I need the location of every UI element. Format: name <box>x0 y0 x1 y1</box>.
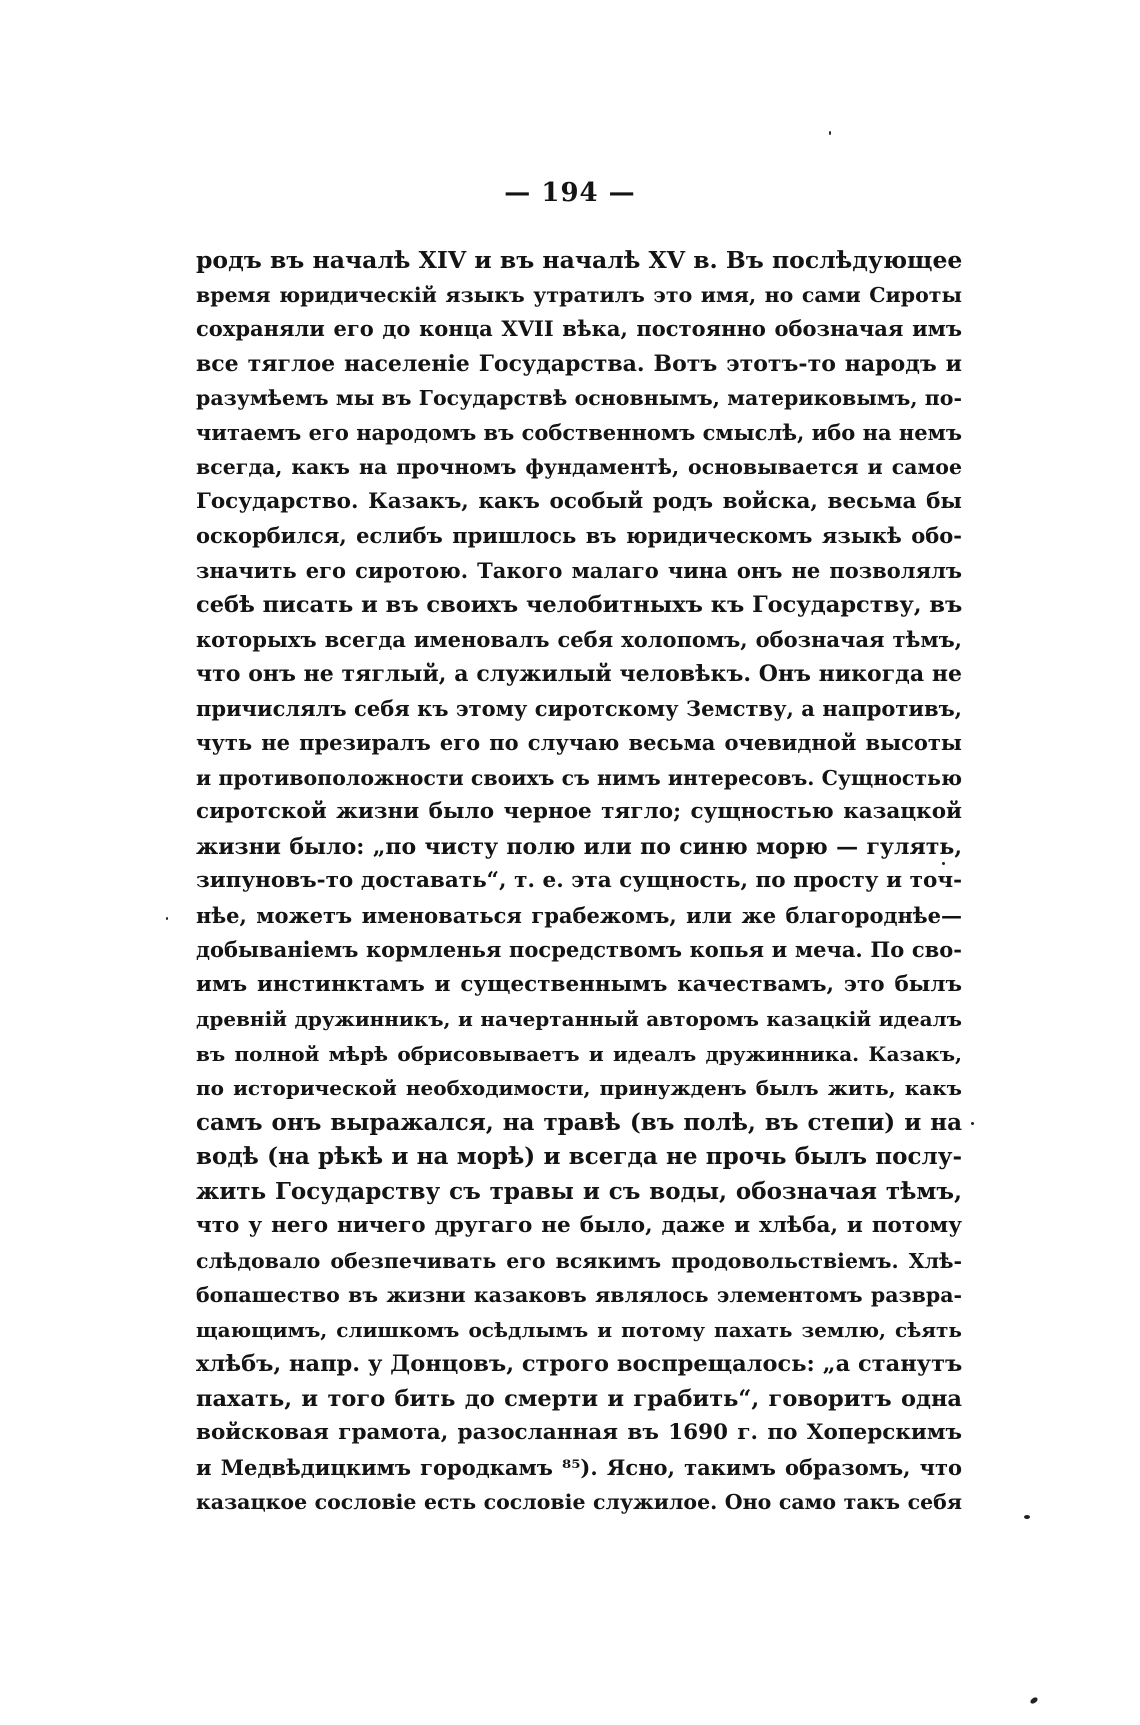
text-line: которыхъ всегда именовалъ себя холопомъ, обозначая тѣмъ, <box>196 626 962 652</box>
text-line: хлѣбъ, напр. у Донцовъ, строго воспрещалось: „а станутъ <box>196 1351 962 1377</box>
text-line: самъ онъ выражался, на травѣ (въ полѣ, въ степи) и на <box>196 1108 962 1136</box>
text-line: все тяглое населеніе Государства. Вотъ этотъ-то народъ и <box>196 350 962 377</box>
scan-speck <box>971 1122 974 1125</box>
text-line: причислялъ себя къ этому сиротскому Земству, а напротивъ, <box>196 695 962 721</box>
scan-speck <box>942 862 945 865</box>
text-line: значить его сиротою. Такого малаго чина онъ не позволялъ <box>196 557 962 583</box>
text-line: время юридическій языкъ утратилъ это имя, но сами Сироты <box>196 282 962 307</box>
text-line: родъ въ началѣ XIV и въ началѣ XV в. Въ послѣдующее <box>196 246 962 274</box>
text-line: сохраняли его до конца XVII вѣка, постоянно обозначая имъ <box>196 316 962 341</box>
text-line: всегда, какъ на прочномъ фундаментѣ, основывается и самое <box>196 455 962 479</box>
scan-speck <box>829 131 831 135</box>
text-line: добываніемъ кормленья посредствомъ копья и меча. По сво- <box>196 937 962 962</box>
scan-speck <box>1024 1515 1030 1519</box>
text-line: по исторической необходимости, принужденъ былъ жить, какъ <box>196 1076 962 1100</box>
text-line: что онъ не тяглый, а служилый человѣкъ. Онъ никогда не <box>196 661 962 687</box>
page-number: — 194 — <box>504 178 636 208</box>
text-line: разумѣемъ мы въ Государствѣ основнымъ, материковымъ, по- <box>196 386 962 410</box>
text-line: водѣ (на рѣкѣ и на морѣ) и всегда не прочь былъ послу- <box>196 1143 962 1170</box>
text-line: казацкое сословіе есть сословіе служилое. Оно само такъ себя <box>196 1490 962 1514</box>
scan-speck <box>166 917 168 920</box>
text-line: читаемъ его народомъ въ собственномъ смыслѣ, ибо на немъ <box>196 419 962 445</box>
text-line: себѣ писать и въ своихъ челобитныхъ къ Государству, въ <box>196 592 962 618</box>
text-line: оскорбился, еслибъ пришлось въ юридическомъ языкѣ обо- <box>196 523 962 548</box>
text-line: Государство. Казакъ, какъ особый родъ войска, весьма бы <box>196 488 962 514</box>
text-line: щающимъ, слишкомъ осѣдлымъ и потому пахать землю, сѣять <box>196 1317 962 1342</box>
text-line: жизни было: „по чисту полю или по синю морю — гулять, <box>196 833 962 860</box>
text-line: имъ инстинктамъ и существеннымъ качествамъ, это былъ <box>196 971 962 997</box>
text-line: зипуновъ-то доставать“, т. е. эта сущность, по просту и точ- <box>196 868 962 893</box>
text-line: бопашество въ жизни казаковъ являлось элементомъ развра- <box>196 1283 962 1307</box>
text-line: чуть не презиралъ его по случаю весьма очевидной высоты <box>196 730 962 755</box>
text-line: жить Государству съ травы и съ воды, обозначая тѣмъ, <box>196 1177 962 1205</box>
text-line: что у него ничего другаго не было, даже и хлѣба, и потому <box>196 1213 962 1238</box>
text-line: древній дружинникъ, и начертанный авторомъ казацкій идеалъ <box>196 1007 962 1031</box>
body-text <box>196 243 962 1520</box>
text-line: слѣдовало обезпечивать его всякимъ продовольствіемъ. Хлѣ- <box>196 1248 962 1273</box>
text-line: пахать, и того бить до смерти и грабить“, говоритъ одна <box>196 1385 962 1412</box>
text-line: въ полной мѣрѣ обрисовываетъ и идеалъ дружинника. Казакъ, <box>196 1041 962 1066</box>
text-line: сиротской жизни было черное тягло; сущностью казацкой <box>196 799 962 824</box>
text-line: нѣе, можетъ именоваться грабежомъ, или же благороднѣе— <box>196 902 962 928</box>
scan-speck <box>1029 1696 1038 1705</box>
text-line: и противоположности своихъ съ нимъ интересовъ. Сущностью <box>196 765 962 790</box>
text-line: и Медвѣдицкимъ городкамъ ⁸⁵). Ясно, такимъ образомъ, что <box>196 1454 962 1480</box>
text-line: войсковая грамота, разосланная въ 1690 г. по Хоперскимъ <box>196 1420 962 1445</box>
